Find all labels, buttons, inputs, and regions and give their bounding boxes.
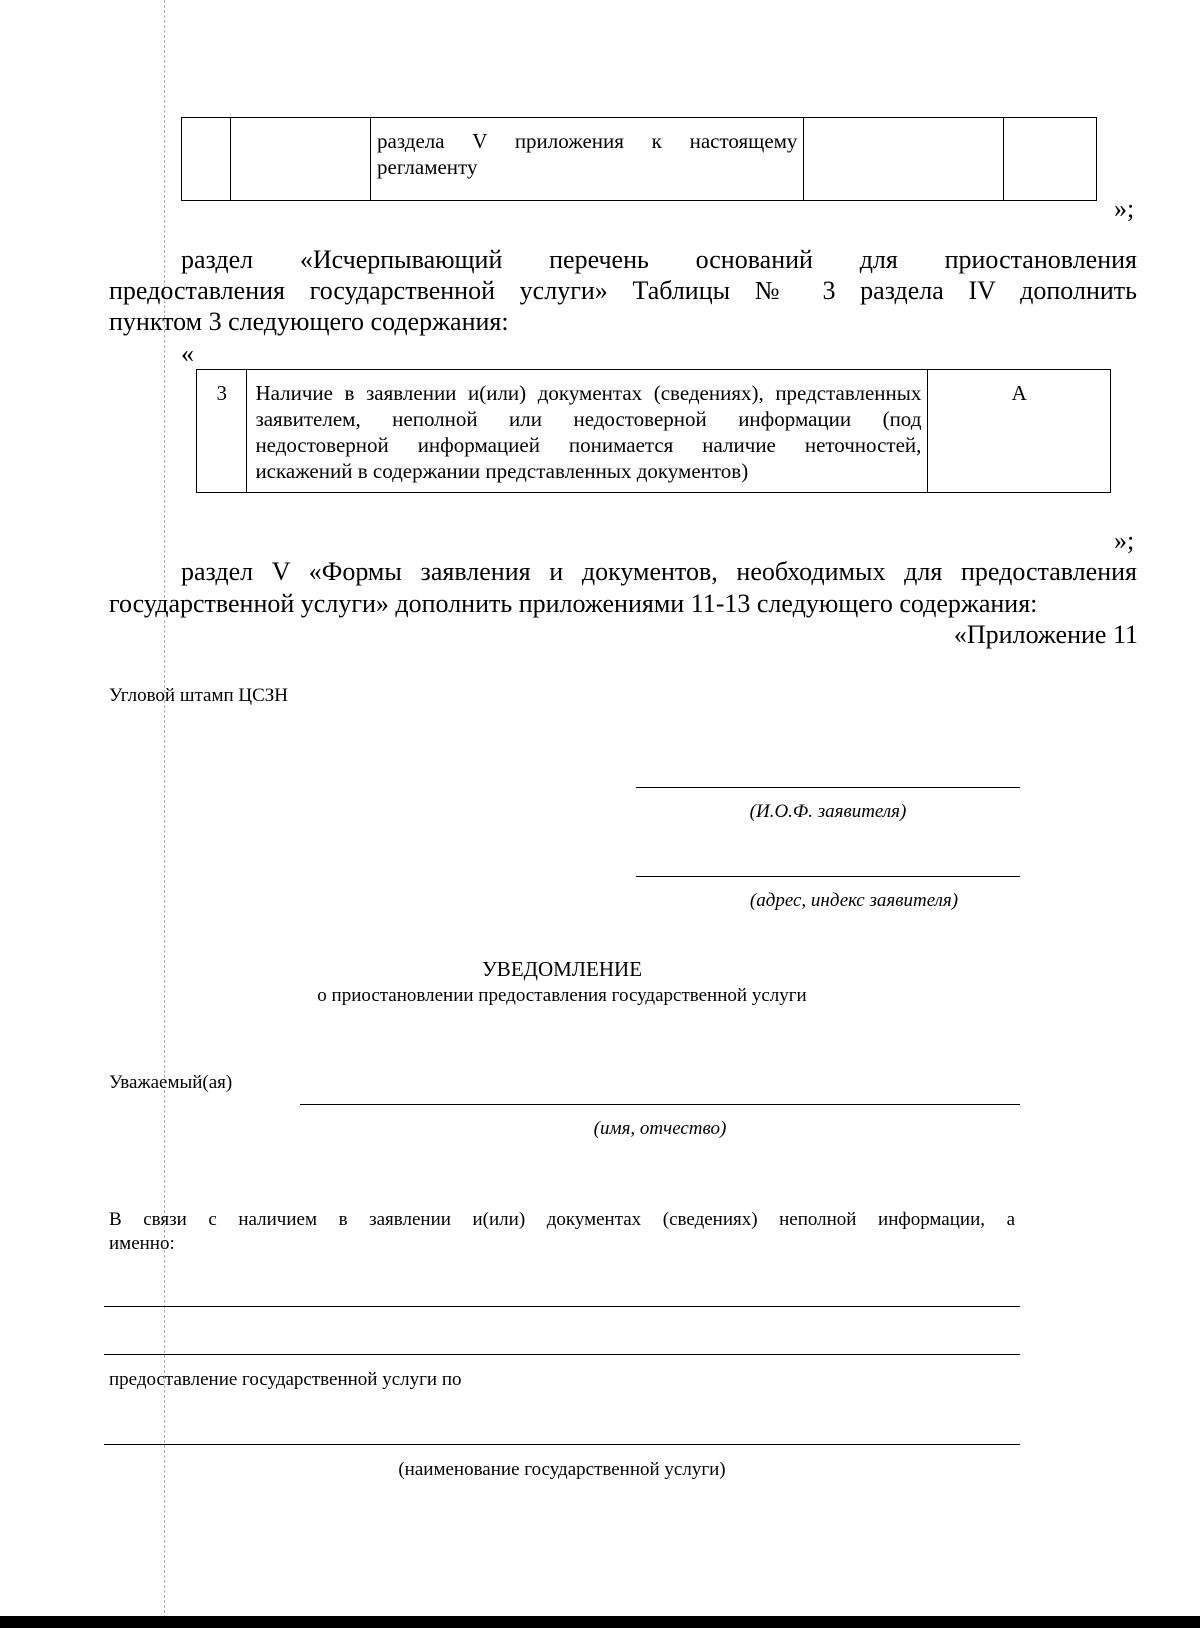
paragraph-line: предоставления государственной услуги» Таблицы № 3 раздела IV дополнить [109, 276, 1137, 305]
notice-subtitle: о приостановлении предоставления государственной услуги [317, 985, 807, 1006]
applicant-name-caption: (И.О.Ф. заявителя) [749, 801, 907, 822]
table-row [182, 118, 1097, 201]
paragraph-line: государственной услуги» дополнить приложениями 11-13 следующего содержания: [109, 589, 1038, 618]
closing-quote-mark: »; [1114, 526, 1135, 555]
closing-quote-mark: »; [1114, 194, 1135, 223]
paragraph-line: пунктом 3 следующего содержания: [109, 307, 509, 336]
service-caption: (наименование государственной услуги) [398, 1459, 726, 1480]
scan-bottom-edge [0, 1616, 1200, 1628]
stamp-label: Угловой штамп ЦСЗН [109, 685, 289, 706]
service-name-line [104, 1444, 1020, 1445]
row-text: Наличие в заявлении и(или) документах (сведениях), представленных заявителем, неполной или недостоверной информации (под недостоверной информацией понимается наличие неточностей, искажений в содержании представленных документов) [247, 370, 928, 493]
table-cell [230, 118, 370, 201]
table-cell [1004, 118, 1097, 201]
applicant-address-line [636, 876, 1020, 877]
applicant-name-line [636, 787, 1020, 788]
reason-fill-line [104, 1306, 1020, 1307]
table-row [197, 370, 1111, 493]
row-code: А [928, 370, 1111, 493]
suspension-grounds-table [196, 369, 1111, 493]
applicant-address-caption: (адрес, индекс заявителя) [749, 890, 959, 911]
name-caption: (имя, отчество) [593, 1118, 727, 1139]
paragraph-line: раздел «Исчерпывающий перечень оснований для приостановления [181, 245, 1137, 274]
service-text: предоставление государственной услуги по [109, 1369, 462, 1390]
reason-line: В связи с наличием в заявлении и(или) документах (сведениях) неполной информации, а [109, 1209, 1015, 1230]
opening-quote-mark: « [181, 339, 194, 368]
notice-title: УВЕДОМЛЕНИЕ [481, 957, 643, 981]
table-cell-text: раздела V приложения к настоящему регламенту [371, 118, 804, 201]
reason-line: именно: [109, 1233, 175, 1254]
row-number: 3 [197, 370, 247, 493]
table-cell [804, 118, 1004, 201]
salutation: Уважаемый(ая) [109, 1072, 233, 1093]
name-line [300, 1104, 1020, 1105]
continuation-table [181, 117, 1097, 201]
paragraph-line: раздел V «Формы заявления и документов, необходимых для предоставления [181, 557, 1137, 586]
table-cell [182, 118, 231, 201]
reason-fill-line [104, 1354, 1020, 1355]
appendix-title: «Приложение 11 [953, 620, 1138, 649]
